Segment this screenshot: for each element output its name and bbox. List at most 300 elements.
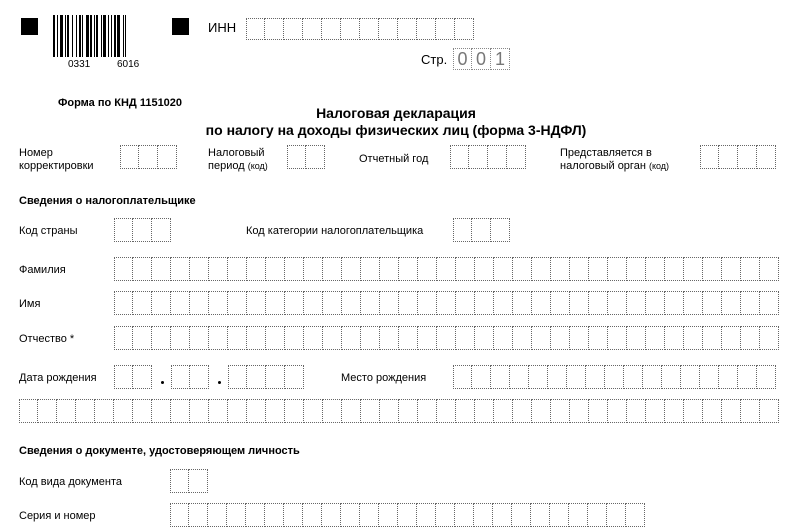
- input-cell: [456, 399, 475, 423]
- input-cell: [133, 399, 152, 423]
- input-cell: [418, 257, 437, 281]
- input-cell: [437, 291, 456, 315]
- inn-label: ИНН: [208, 20, 237, 35]
- input-cell: [608, 291, 627, 315]
- input-cell: [399, 257, 418, 281]
- input-cell: [570, 291, 589, 315]
- input-cell: [285, 365, 304, 389]
- last-name-label: Фамилия: [19, 264, 66, 276]
- input-cell: [227, 503, 246, 527]
- input-cell: [228, 365, 247, 389]
- input-cell: [57, 399, 76, 423]
- barcode-bar: [53, 15, 55, 57]
- input-cell: [341, 18, 360, 40]
- input-cell: [380, 291, 399, 315]
- document-section-title: Сведения о документе, удостоверяющем личность: [19, 445, 300, 457]
- input-cell: [285, 291, 304, 315]
- period-label-line-2: [208, 160, 268, 173]
- input-cell: [418, 399, 437, 423]
- barcode-bar: [60, 15, 63, 57]
- barcode-bar: [111, 15, 112, 57]
- input-cell: [589, 399, 608, 423]
- input-cell: [684, 257, 703, 281]
- input-cell: [139, 145, 158, 169]
- form-code: Форма по КНД 1151020: [58, 97, 183, 109]
- barcode-bar: [123, 15, 124, 57]
- first-name-input[interactable]: [114, 291, 779, 315]
- input-cell: [247, 257, 266, 281]
- input-cell: [284, 503, 303, 527]
- input-cell: [437, 399, 456, 423]
- tax-authority-label-line-2: [560, 160, 669, 173]
- input-cell: [342, 326, 361, 350]
- input-cell: [361, 399, 380, 423]
- input-cell: [437, 326, 456, 350]
- input-cell: [19, 399, 38, 423]
- input-cell: [171, 365, 190, 389]
- doc-type-code-input[interactable]: [170, 469, 208, 493]
- barcode-bar: [103, 15, 106, 57]
- input-cell: [323, 399, 342, 423]
- input-cell: [665, 399, 684, 423]
- input-cell: [684, 291, 703, 315]
- input-cell: [379, 18, 398, 40]
- input-cell: [722, 257, 741, 281]
- input-cell: [114, 399, 133, 423]
- input-cell: [456, 257, 475, 281]
- input-cell: [38, 399, 57, 423]
- input-cell: [380, 326, 399, 350]
- input-cell: [472, 365, 491, 389]
- birth-year-input[interactable]: [228, 365, 304, 389]
- input-cell: [494, 257, 513, 281]
- input-cell: [757, 365, 776, 389]
- input-cell: [550, 503, 569, 527]
- input-cell: [719, 365, 738, 389]
- input-cell: [589, 257, 608, 281]
- input-cell: [379, 503, 398, 527]
- input-cell: [662, 365, 681, 389]
- input-cell: [513, 257, 532, 281]
- barcode-bar: [125, 15, 126, 57]
- input-cell: [114, 291, 133, 315]
- input-cell: [323, 291, 342, 315]
- input-cell: [607, 503, 626, 527]
- input-cell: [418, 326, 437, 350]
- input-cell: [284, 18, 303, 40]
- input-cell: [703, 291, 722, 315]
- correction-number-input[interactable]: [120, 145, 177, 169]
- input-cell: [190, 326, 209, 350]
- input-cell: [475, 291, 494, 315]
- input-cell: [152, 257, 171, 281]
- input-cell: [133, 365, 152, 389]
- barcode-bar: [76, 15, 77, 57]
- input-cell: [189, 503, 208, 527]
- input-cell: [436, 503, 455, 527]
- input-cell: [475, 399, 494, 423]
- input-cell: [703, 399, 722, 423]
- input-cell: [306, 145, 325, 169]
- page-digit: 0: [453, 48, 472, 70]
- input-cell: [760, 399, 779, 423]
- input-cell: [608, 257, 627, 281]
- input-cell: [380, 257, 399, 281]
- registration-mark-left: [21, 18, 38, 35]
- input-cell: [741, 399, 760, 423]
- barcode-bar: [117, 15, 120, 57]
- input-cell: [190, 257, 209, 281]
- input-cell: [266, 257, 285, 281]
- input-cell: [304, 257, 323, 281]
- input-cell: [190, 291, 209, 315]
- date-separator-dot: [218, 381, 221, 384]
- birth-place-input[interactable]: [453, 365, 776, 389]
- barcode-bar: [108, 15, 109, 57]
- input-cell: [228, 326, 247, 350]
- input-cell: [551, 291, 570, 315]
- input-cell: [469, 145, 488, 169]
- input-cell: [475, 257, 494, 281]
- input-cell: [548, 365, 567, 389]
- input-cell: [551, 399, 570, 423]
- input-cell: [437, 257, 456, 281]
- title-line-2: по налогу на доходы физических лиц (форма 3-НДФЛ): [205, 122, 587, 138]
- input-cell: [285, 326, 304, 350]
- input-cell: [532, 291, 551, 315]
- input-cell: [608, 399, 627, 423]
- report-year-label: Отчетный год: [359, 153, 429, 165]
- barcode-bar: [72, 15, 73, 57]
- input-cell: [532, 326, 551, 350]
- input-cell: [189, 469, 208, 493]
- input-cell: [228, 399, 247, 423]
- correction-label-line-2: корректировки: [19, 160, 94, 172]
- first-name-label: Имя: [19, 298, 41, 310]
- page-digit: 0: [472, 48, 491, 70]
- input-cell: [475, 326, 494, 350]
- input-cell: [531, 503, 550, 527]
- input-cell: [700, 145, 719, 169]
- correction-label-line-1: Номер: [19, 147, 53, 159]
- input-cell: [494, 326, 513, 350]
- input-cell: [361, 257, 380, 281]
- input-cell: [456, 326, 475, 350]
- input-cell: [491, 218, 510, 242]
- input-cell: [551, 257, 570, 281]
- input-cell: [247, 399, 266, 423]
- page-number-input[interactable]: [453, 48, 510, 70]
- input-cell: [510, 365, 529, 389]
- input-cell: [133, 257, 152, 281]
- barcode-bar: [65, 15, 66, 57]
- input-cell: [303, 18, 322, 40]
- input-cell: [532, 399, 551, 423]
- report-year-input[interactable]: [450, 145, 526, 169]
- barcode-bar: [67, 15, 69, 57]
- input-cell: [171, 399, 190, 423]
- input-cell: [700, 365, 719, 389]
- input-cell: [456, 291, 475, 315]
- input-cell: [152, 399, 171, 423]
- input-cell: [247, 326, 266, 350]
- correction-label: [19, 147, 94, 173]
- input-cell: [513, 291, 532, 315]
- input-cell: [586, 365, 605, 389]
- barcode-number-left: 0331: [68, 59, 91, 70]
- input-cell: [627, 257, 646, 281]
- tax-period-input[interactable]: [287, 145, 325, 169]
- input-cell: [507, 145, 526, 169]
- input-cell: [95, 399, 114, 423]
- input-cell: [738, 365, 757, 389]
- input-cell: [133, 326, 152, 350]
- input-cell: [247, 291, 266, 315]
- input-cell: [266, 291, 285, 315]
- input-cell: [665, 257, 684, 281]
- input-cell: [322, 18, 341, 40]
- input-cell: [266, 326, 285, 350]
- input-cell: [453, 218, 472, 242]
- input-cell: [399, 399, 418, 423]
- barcode-number-right: 6016: [117, 59, 140, 70]
- input-cell: [209, 257, 228, 281]
- registration-mark-right: [172, 18, 189, 35]
- input-cell: [529, 365, 548, 389]
- input-cell: [757, 145, 776, 169]
- input-cell: [703, 257, 722, 281]
- input-cell: [646, 257, 665, 281]
- input-cell: [455, 503, 474, 527]
- input-cell: [417, 503, 436, 527]
- doc-type-code-label: Код вида документа: [19, 476, 122, 488]
- input-cell: [703, 326, 722, 350]
- tax-authority-label-text: налоговый орган: [560, 160, 646, 172]
- input-cell: [436, 18, 455, 40]
- input-cell: [722, 399, 741, 423]
- input-cell: [228, 257, 247, 281]
- input-cell: [741, 326, 760, 350]
- input-cell: [152, 291, 171, 315]
- input-cell: [453, 365, 472, 389]
- input-cell: [741, 257, 760, 281]
- input-cell: [246, 503, 265, 527]
- page-title: [180, 105, 612, 139]
- input-cell: [228, 291, 247, 315]
- input-cell: [287, 145, 306, 169]
- input-cell: [551, 326, 570, 350]
- tax-authority-input[interactable]: [700, 145, 776, 169]
- input-cell: [570, 399, 589, 423]
- inn-input[interactable]: [246, 18, 474, 40]
- input-cell: [626, 503, 645, 527]
- date-separator-dot: [161, 381, 164, 384]
- period-label: [208, 147, 268, 173]
- input-cell: [304, 291, 323, 315]
- input-cell: [627, 399, 646, 423]
- barcode-bar: [79, 15, 81, 57]
- page-digit: 1: [491, 48, 510, 70]
- input-cell: [152, 218, 171, 242]
- input-cell: [681, 365, 700, 389]
- input-cell: [741, 291, 760, 315]
- taxpayer-section-title: Сведения о налогоплательщике: [19, 195, 196, 207]
- country-code-label: Код страны: [19, 225, 78, 237]
- input-cell: [209, 326, 228, 350]
- input-cell: [589, 291, 608, 315]
- input-cell: [472, 218, 491, 242]
- input-cell: [247, 365, 266, 389]
- input-cell: [285, 399, 304, 423]
- input-cell: [570, 257, 589, 281]
- input-cell: [133, 291, 152, 315]
- taxpayer-category-input[interactable]: [453, 218, 510, 242]
- input-cell: [646, 326, 665, 350]
- input-cell: [684, 326, 703, 350]
- input-cell: [532, 257, 551, 281]
- input-cell: [361, 291, 380, 315]
- input-cell: [719, 145, 738, 169]
- input-cell: [190, 365, 209, 389]
- input-cell: [304, 326, 323, 350]
- input-cell: [170, 503, 189, 527]
- input-cell: [170, 469, 189, 493]
- input-cell: [491, 365, 510, 389]
- input-cell: [323, 257, 342, 281]
- input-cell: [760, 326, 779, 350]
- barcode-bar: [90, 15, 92, 57]
- input-cell: [569, 503, 588, 527]
- input-cell: [513, 326, 532, 350]
- input-cell: [417, 18, 436, 40]
- barcode-bar: [82, 15, 83, 57]
- input-cell: [265, 18, 284, 40]
- input-cell: [266, 399, 285, 423]
- input-cell: [399, 291, 418, 315]
- series-number-input[interactable]: [170, 503, 645, 527]
- input-cell: [246, 18, 265, 40]
- period-label-suffix: (код): [247, 161, 268, 171]
- input-cell: [643, 365, 662, 389]
- input-cell: [342, 257, 361, 281]
- input-cell: [114, 218, 133, 242]
- input-cell: [513, 399, 532, 423]
- input-cell: [722, 326, 741, 350]
- page-label: Стр.: [421, 52, 448, 67]
- birth-place-continuation-input[interactable]: [19, 399, 779, 423]
- input-cell: [265, 503, 284, 527]
- input-cell: [760, 291, 779, 315]
- input-cell: [114, 257, 133, 281]
- input-cell: [152, 326, 171, 350]
- input-cell: [304, 399, 323, 423]
- input-cell: [120, 145, 139, 169]
- input-cell: [208, 503, 227, 527]
- input-cell: [360, 18, 379, 40]
- birth-place-label: Место рождения: [341, 372, 427, 384]
- input-cell: [342, 291, 361, 315]
- input-cell: [399, 326, 418, 350]
- barcode-bar: [94, 15, 95, 57]
- series-number-label: Серия и номер: [19, 510, 96, 522]
- input-cell: [322, 503, 341, 527]
- tax-authority-label-line-1: Представляется в: [560, 147, 652, 159]
- input-cell: [114, 326, 133, 350]
- input-cell: [588, 503, 607, 527]
- input-cell: [494, 399, 513, 423]
- input-cell: [398, 503, 417, 527]
- input-cell: [605, 365, 624, 389]
- input-cell: [209, 399, 228, 423]
- last-name-input[interactable]: [114, 257, 779, 281]
- input-cell: [285, 257, 304, 281]
- birth-day-input[interactable]: [114, 365, 152, 389]
- input-cell: [114, 365, 133, 389]
- input-cell: [627, 291, 646, 315]
- input-cell: [589, 326, 608, 350]
- input-cell: [171, 326, 190, 350]
- input-cell: [488, 145, 507, 169]
- input-cell: [158, 145, 177, 169]
- input-cell: [627, 326, 646, 350]
- input-cell: [608, 326, 627, 350]
- input-cell: [567, 365, 586, 389]
- input-cell: [323, 326, 342, 350]
- input-cell: [171, 291, 190, 315]
- input-cell: [570, 326, 589, 350]
- input-cell: [342, 399, 361, 423]
- input-cell: [303, 503, 322, 527]
- input-cell: [190, 399, 209, 423]
- tax-authority-label-suffix: (код): [648, 161, 670, 171]
- input-cell: [380, 399, 399, 423]
- input-cell: [684, 399, 703, 423]
- barcode: [53, 15, 159, 57]
- tax-authority-label: [560, 147, 669, 173]
- country-code-input[interactable]: [114, 218, 171, 242]
- input-cell: [474, 503, 493, 527]
- input-cell: [360, 503, 379, 527]
- birth-month-input[interactable]: [171, 365, 209, 389]
- patronymic-input[interactable]: [114, 326, 779, 350]
- input-cell: [624, 365, 643, 389]
- input-cell: [76, 399, 95, 423]
- input-cell: [361, 326, 380, 350]
- input-cell: [646, 399, 665, 423]
- input-cell: [418, 291, 437, 315]
- input-cell: [266, 365, 285, 389]
- input-cell: [133, 218, 152, 242]
- input-cell: [341, 503, 360, 527]
- barcode-bar: [86, 15, 89, 57]
- patronymic-label: Отчество *: [19, 333, 75, 345]
- birth-date-label: Дата рождения: [19, 372, 97, 384]
- input-cell: [493, 503, 512, 527]
- input-cell: [209, 291, 228, 315]
- barcode-bar: [101, 15, 102, 57]
- barcode-bar: [96, 15, 98, 57]
- input-cell: [760, 257, 779, 281]
- input-cell: [512, 503, 531, 527]
- period-label-text: период: [208, 160, 245, 172]
- title-line-1: Налоговая декларация: [316, 105, 476, 121]
- input-cell: [450, 145, 469, 169]
- input-cell: [455, 18, 474, 40]
- input-cell: [646, 291, 665, 315]
- input-cell: [738, 145, 757, 169]
- barcode-bar: [114, 15, 116, 57]
- input-cell: [171, 257, 190, 281]
